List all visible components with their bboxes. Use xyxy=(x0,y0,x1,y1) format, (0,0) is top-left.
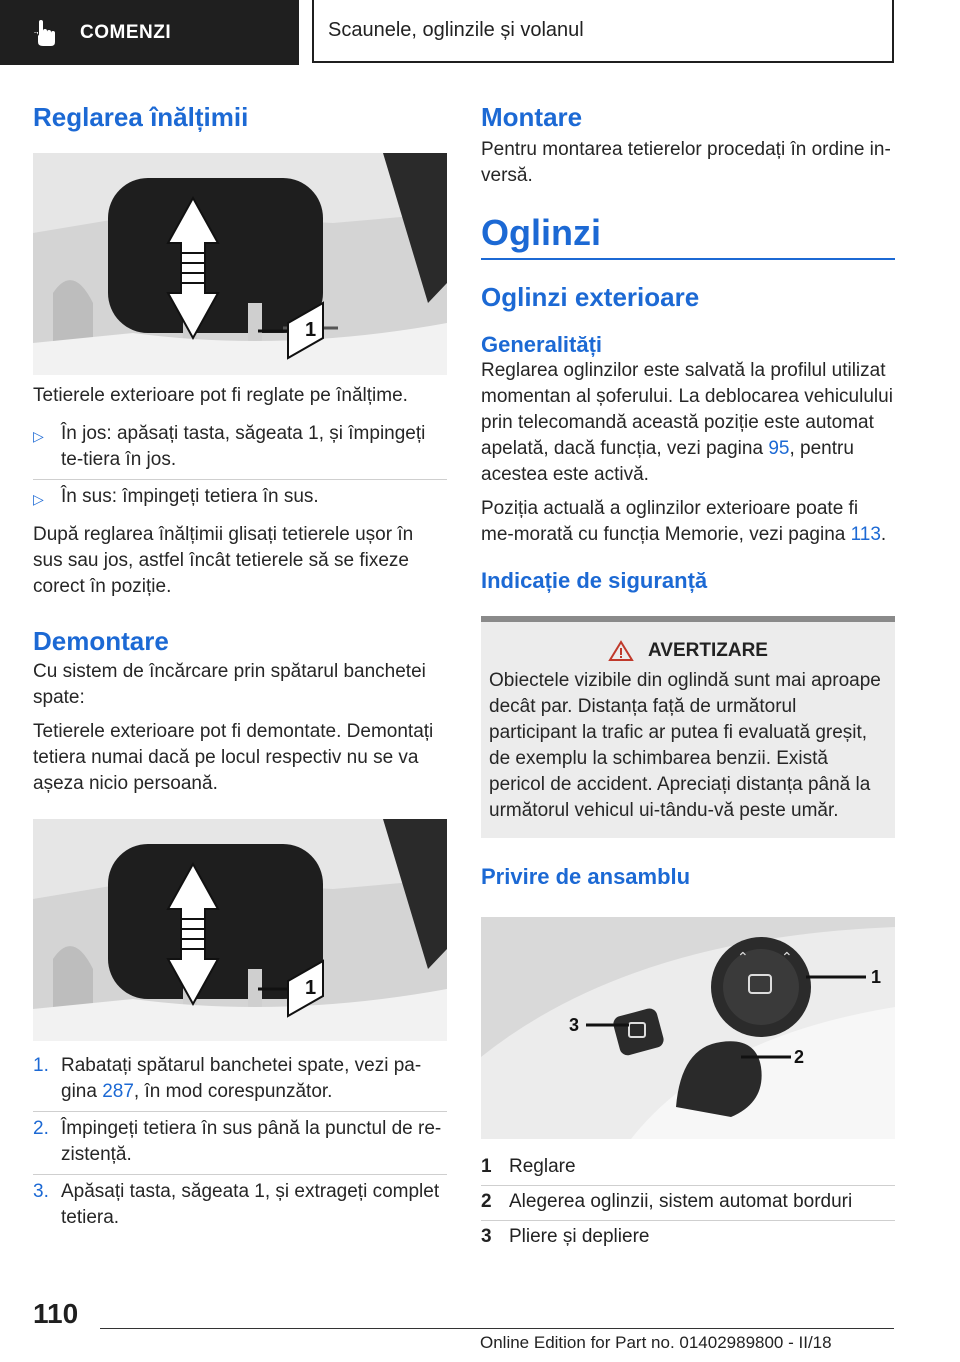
footer-rule xyxy=(100,1328,894,1329)
list-item: 3. Apăsați tasta, săgeata 1, și extrageți complet tetiera. xyxy=(33,1181,440,1229)
triangle-bullet-icon: ▷ xyxy=(33,428,44,445)
callout-1: 1 xyxy=(305,977,317,1000)
heading-height-adjust: Reglarea înălțimii xyxy=(33,102,249,132)
heading-mirrors: Oglinzi xyxy=(481,212,601,254)
callout-2: 2 xyxy=(794,1046,805,1067)
svg-text:⌃: ⌃ xyxy=(781,949,793,966)
footer-edition: Online Edition for Part no. 01402989800 - II/18 xyxy=(480,1333,832,1352)
heading-remove: Demontare xyxy=(33,626,169,657)
legend-item: 3 Pliere și depliere xyxy=(481,1225,650,1247)
legend-item: 2 Alegerea oglinzii, sistem automat borduri xyxy=(481,1186,895,1221)
page-number: 110 xyxy=(33,1298,79,1329)
heading-mount: Montare xyxy=(481,102,583,132)
left-column xyxy=(33,100,447,1237)
list-item: 1. Rabatați spătarul banchetei spate, vezi pa-gina 287, în mod corespunzător. xyxy=(33,1049,447,1112)
height-bullets xyxy=(33,417,447,518)
chapter-title: Scaunele, oglinzile și volanul xyxy=(312,0,894,63)
remove-text-1: Cu sistem de încărcare prin spătarul banchetei spate: xyxy=(33,661,426,709)
list-item: 2. Împingeți tetiera în sus până la punctul de re-zistență. xyxy=(33,1112,447,1175)
warning-text: Obiectele vizibile din oglindă sunt mai aproape decât par. Distanța față de următorul participant la trafic ar putea fi evaluată greșit, de exemplu la schimbarea benzii. Există pericol de accident. Apreciați distanța până la următorul vehicul ui-tându-vă peste umăr. xyxy=(489,670,881,822)
heading-safety: Indicație de siguranță xyxy=(481,567,708,593)
mount-text: Pentru montarea tetierelor procedați în ordine in-versă. xyxy=(481,139,891,187)
callout-1: 1 xyxy=(871,966,882,987)
legend-list xyxy=(481,1151,895,1255)
heading-rule xyxy=(481,258,895,260)
after-adjust-text: După reglarea înălțimii glisați tetierele ușor în sus sau jos, astfel încât tetierele să se fixeze corect în poziție. xyxy=(33,524,414,598)
heading-exterior-mirrors: Oglinzi exterioare xyxy=(481,282,700,313)
mirror-controls-image xyxy=(481,917,895,1139)
warning-triangle-icon xyxy=(608,640,634,662)
height-adjust-text: Tetierele exterioare pot fi reglate pe înălțime. xyxy=(33,385,408,407)
callout-1: 1 xyxy=(305,319,317,342)
warning-box xyxy=(481,616,895,838)
section-tab[interactable] xyxy=(0,0,299,65)
general-text-2: Poziția actuală a oglinzilor exterioare poate fi me-morată cu funcția Memorie, vezi pagina 113. xyxy=(481,497,887,545)
section-label: COMENZI xyxy=(80,21,172,43)
right-column xyxy=(481,100,895,1255)
page-link-287[interactable]: 287 xyxy=(102,1081,134,1103)
general-text-1: Reglarea oglinzilor este salvată la profilul utilizat momentan al șoferului. La deblocarea vehiculului prin telecomandă această poziție este automat apelată, dacă funcția, vezi pagina 95, pentru acestea este activă. xyxy=(481,359,893,485)
warning-title: AVERTIZARE xyxy=(648,640,768,662)
callout-3: 3 xyxy=(569,1014,580,1035)
heading-general: Generalități xyxy=(481,331,603,357)
remove-steps xyxy=(33,1049,447,1237)
list-item: ▷ În sus: împingeți tetiera în sus. xyxy=(33,480,447,518)
headrest-remove-image xyxy=(33,819,447,1041)
hand-pointer-icon xyxy=(30,18,60,48)
heading-overview: Privire de ansamblu xyxy=(481,864,691,890)
page-link-95[interactable]: 95 xyxy=(768,437,790,459)
svg-text:⌃: ⌃ xyxy=(737,949,749,966)
legend-item: 1 Reglare xyxy=(481,1151,895,1186)
list-item: ▷ În jos: apăsați tasta, săgeata 1, și împingeți te-tiera în jos. xyxy=(33,417,447,480)
triangle-bullet-icon: ▷ xyxy=(33,491,44,508)
remove-text-2: Tetierele exterioare pot fi demontate. Demontați tetiera numai dacă pe locul respectiv nu se va așeza nicio persoană. xyxy=(33,721,434,795)
headrest-height-image xyxy=(33,153,447,375)
page-link-113[interactable]: 113 xyxy=(850,523,881,545)
